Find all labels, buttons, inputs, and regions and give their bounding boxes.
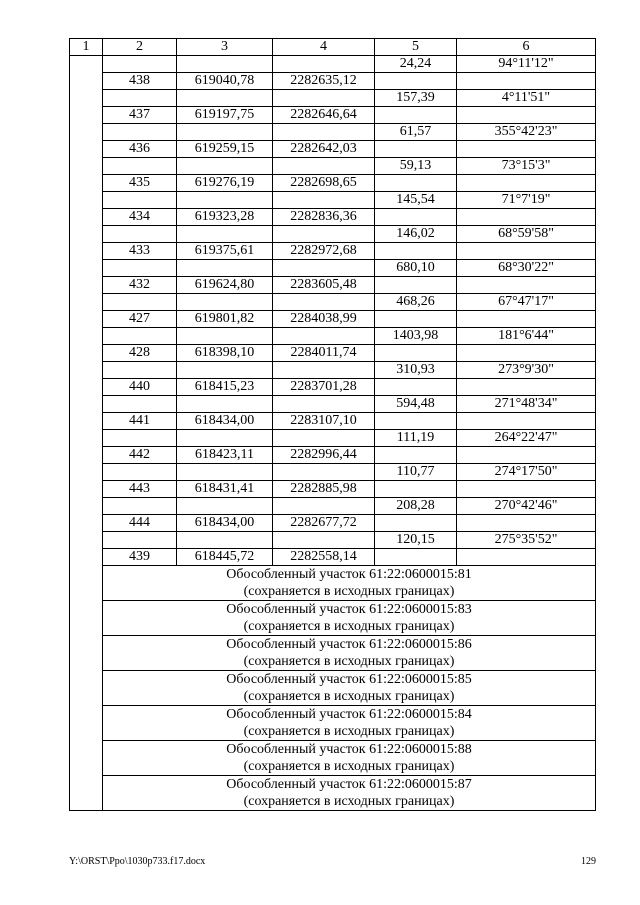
distance-cell [375, 277, 457, 294]
x-coordinate-cell [177, 124, 273, 141]
table-row [70, 549, 596, 566]
angle-cell: 181°6'44" [457, 328, 596, 345]
subsection-note: (сохраняется в исходных границах) [243, 654, 455, 669]
angle-cell: 271°48'34" [457, 396, 596, 413]
point-cell [103, 498, 177, 515]
distance-cell: 680,10 [375, 260, 457, 277]
distance-cell [375, 107, 457, 124]
point-cell [103, 260, 177, 277]
distance-cell [375, 379, 457, 396]
distance-cell: 111,19 [375, 430, 457, 447]
angle-cell: 71°7'19" [457, 192, 596, 209]
x-coordinate-cell [177, 56, 273, 73]
y-coordinate-cell [273, 124, 375, 141]
table-row [70, 532, 596, 549]
distance-cell: 208,28 [375, 498, 457, 515]
column-header-6: 6 [457, 39, 596, 56]
angle-cell [457, 209, 596, 226]
subsection-row [70, 601, 596, 636]
y-coordinate-cell [273, 430, 375, 447]
point-cell: 427 [103, 311, 177, 328]
angle-cell [457, 311, 596, 328]
column-header-4: 4 [273, 39, 375, 56]
y-coordinate-cell: 2282885,98 [273, 481, 375, 498]
table-row [70, 243, 596, 260]
subsection-cell [103, 706, 596, 741]
x-coordinate-cell: 618434,00 [177, 413, 273, 430]
x-coordinate-cell [177, 158, 273, 175]
table-row [70, 294, 596, 311]
table-row [70, 447, 596, 464]
column-header-5: 5 [375, 39, 457, 56]
angle-cell [457, 175, 596, 192]
angle-cell: 275°35'52" [457, 532, 596, 549]
y-coordinate-cell: 2282558,14 [273, 549, 375, 566]
x-coordinate-cell: 618398,10 [177, 345, 273, 362]
angle-cell: 273°9'30" [457, 362, 596, 379]
subsection-row [70, 706, 596, 741]
angle-cell [457, 277, 596, 294]
x-coordinate-cell: 619323,28 [177, 209, 273, 226]
subsection-note: (сохраняется в исходных границах) [243, 794, 455, 809]
distance-cell [375, 311, 457, 328]
footer-page-number: 129 [581, 856, 596, 867]
table-row [70, 328, 596, 345]
subsection-row [70, 566, 596, 601]
table-row [70, 481, 596, 498]
distance-cell [375, 447, 457, 464]
angle-cell: 68°30'22" [457, 260, 596, 277]
angle-cell [457, 243, 596, 260]
point-cell: 439 [103, 549, 177, 566]
x-coordinate-cell: 619197,75 [177, 107, 273, 124]
x-coordinate-cell: 618431,41 [177, 481, 273, 498]
y-coordinate-cell: 2283605,48 [273, 277, 375, 294]
distance-cell [375, 515, 457, 532]
subsection-title: Обособленный участок 61:22:0600015:84 [226, 707, 472, 722]
angle-cell [457, 549, 596, 566]
table-body [70, 39, 596, 811]
table-row [70, 107, 596, 124]
table-row [70, 396, 596, 413]
y-coordinate-cell [273, 226, 375, 243]
table-row [70, 260, 596, 277]
y-coordinate-cell: 2283701,28 [273, 379, 375, 396]
column-header-1: 1 [70, 39, 103, 56]
subsection-row [70, 636, 596, 671]
column-header-2: 2 [103, 39, 177, 56]
x-coordinate-cell [177, 498, 273, 515]
distance-cell: 146,02 [375, 226, 457, 243]
subsection-note: (сохраняется в исходных границах) [243, 759, 455, 774]
x-coordinate-cell: 619040,78 [177, 73, 273, 90]
y-coordinate-cell: 2282642,03 [273, 141, 375, 158]
angle-cell: 67°47'17" [457, 294, 596, 311]
point-cell [103, 430, 177, 447]
subsection-row [70, 671, 596, 706]
subsection-cell [103, 741, 596, 776]
x-coordinate-cell: 618423,11 [177, 447, 273, 464]
point-cell [103, 192, 177, 209]
y-coordinate-cell: 2283107,10 [273, 413, 375, 430]
subsection-title: Обособленный участок 61:22:0600015:88 [226, 742, 472, 757]
y-coordinate-cell: 2282836,36 [273, 209, 375, 226]
table-row [70, 498, 596, 515]
angle-cell [457, 73, 596, 90]
y-coordinate-cell [273, 498, 375, 515]
distance-cell: 1403,98 [375, 328, 457, 345]
y-coordinate-cell [273, 464, 375, 481]
point-cell: 434 [103, 209, 177, 226]
y-coordinate-cell: 2282646,64 [273, 107, 375, 124]
point-cell [103, 532, 177, 549]
distance-cell: 59,13 [375, 158, 457, 175]
column-1-merged-cell [70, 56, 103, 811]
x-coordinate-cell [177, 90, 273, 107]
point-cell [103, 328, 177, 345]
y-coordinate-cell [273, 56, 375, 73]
table-row [70, 430, 596, 447]
point-cell [103, 226, 177, 243]
distance-cell: 145,54 [375, 192, 457, 209]
table-row [70, 56, 596, 73]
x-coordinate-cell [177, 396, 273, 413]
x-coordinate-cell: 618445,72 [177, 549, 273, 566]
x-coordinate-cell [177, 532, 273, 549]
angle-cell: 355°42'23" [457, 124, 596, 141]
x-coordinate-cell: 618415,23 [177, 379, 273, 396]
y-coordinate-cell [273, 90, 375, 107]
distance-cell: 24,24 [375, 56, 457, 73]
point-cell [103, 464, 177, 481]
x-coordinate-cell: 619624,80 [177, 277, 273, 294]
table-row [70, 226, 596, 243]
point-cell [103, 90, 177, 107]
y-coordinate-cell: 2282635,12 [273, 73, 375, 90]
y-coordinate-cell [273, 532, 375, 549]
distance-cell: 468,26 [375, 294, 457, 311]
subsection-note: (сохраняется в исходных границах) [243, 584, 455, 599]
y-coordinate-cell [273, 260, 375, 277]
table-row [70, 158, 596, 175]
point-cell: 444 [103, 515, 177, 532]
x-coordinate-cell: 619259,15 [177, 141, 273, 158]
x-coordinate-cell [177, 362, 273, 379]
subsection-note: (сохраняется в исходных границах) [243, 619, 455, 634]
x-coordinate-cell [177, 430, 273, 447]
y-coordinate-cell [273, 158, 375, 175]
distance-cell: 594,48 [375, 396, 457, 413]
table-row [70, 192, 596, 209]
x-coordinate-cell [177, 328, 273, 345]
point-cell: 440 [103, 379, 177, 396]
subsection-note: (сохраняется в исходных границах) [243, 724, 455, 739]
point-cell: 442 [103, 447, 177, 464]
y-coordinate-cell [273, 192, 375, 209]
x-coordinate-cell [177, 192, 273, 209]
point-cell: 435 [103, 175, 177, 192]
table-row [70, 209, 596, 226]
angle-cell [457, 481, 596, 498]
y-coordinate-cell: 2282677,72 [273, 515, 375, 532]
angle-cell [457, 345, 596, 362]
table-row [70, 277, 596, 294]
distance-cell: 61,57 [375, 124, 457, 141]
subsection-title: Обособленный участок 61:22:0600015:85 [226, 672, 472, 687]
distance-cell [375, 141, 457, 158]
y-coordinate-cell [273, 396, 375, 413]
angle-cell [457, 141, 596, 158]
y-coordinate-cell: 2282972,68 [273, 243, 375, 260]
table-row [70, 379, 596, 396]
table-row [70, 413, 596, 430]
distance-cell: 110,77 [375, 464, 457, 481]
subsection-cell [103, 601, 596, 636]
table-row [70, 90, 596, 107]
angle-cell [457, 515, 596, 532]
subsection-title: Обособленный участок 61:22:0600015:86 [226, 637, 472, 652]
subsection-note: (сохраняется в исходных границах) [243, 689, 455, 704]
distance-cell [375, 345, 457, 362]
table-row [70, 73, 596, 90]
coordinates-table [69, 38, 596, 811]
y-coordinate-cell: 2282996,44 [273, 447, 375, 464]
distance-cell: 310,93 [375, 362, 457, 379]
distance-cell [375, 243, 457, 260]
point-cell: 438 [103, 73, 177, 90]
angle-cell: 274°17'50" [457, 464, 596, 481]
distance-cell: 157,39 [375, 90, 457, 107]
table-row [70, 311, 596, 328]
point-cell: 436 [103, 141, 177, 158]
x-coordinate-cell: 618434,00 [177, 515, 273, 532]
subsection-row [70, 741, 596, 776]
point-cell [103, 294, 177, 311]
angle-cell: 264°22'47" [457, 430, 596, 447]
point-cell: 428 [103, 345, 177, 362]
x-coordinate-cell [177, 260, 273, 277]
angle-cell: 73°15'3" [457, 158, 596, 175]
subsection-row [70, 776, 596, 811]
point-cell [103, 124, 177, 141]
angle-cell [457, 107, 596, 124]
x-coordinate-cell [177, 464, 273, 481]
subsection-cell [103, 671, 596, 706]
table-row [70, 124, 596, 141]
table-row [70, 345, 596, 362]
y-coordinate-cell: 2284011,74 [273, 345, 375, 362]
y-coordinate-cell [273, 328, 375, 345]
point-cell: 443 [103, 481, 177, 498]
distance-cell [375, 481, 457, 498]
point-cell [103, 56, 177, 73]
subsection-title: Обособленный участок 61:22:0600015:81 [226, 567, 472, 582]
distance-cell [375, 73, 457, 90]
point-cell: 441 [103, 413, 177, 430]
table-row [70, 464, 596, 481]
point-cell [103, 362, 177, 379]
angle-cell: 68°59'58" [457, 226, 596, 243]
angle-cell: 270°42'46" [457, 498, 596, 515]
x-coordinate-cell: 619276,19 [177, 175, 273, 192]
table-row [70, 515, 596, 532]
x-coordinate-cell: 619375,61 [177, 243, 273, 260]
point-cell: 432 [103, 277, 177, 294]
point-cell: 437 [103, 107, 177, 124]
angle-cell [457, 447, 596, 464]
table-row [70, 175, 596, 192]
distance-cell [375, 209, 457, 226]
distance-cell [375, 413, 457, 430]
y-coordinate-cell [273, 294, 375, 311]
y-coordinate-cell [273, 362, 375, 379]
column-header-3: 3 [177, 39, 273, 56]
footer-file-path: Y:\ORST\Ppo\1030p733.f17.docx [69, 856, 206, 867]
table-row [70, 141, 596, 158]
point-cell: 433 [103, 243, 177, 260]
angle-cell [457, 379, 596, 396]
subsection-cell [103, 636, 596, 671]
point-cell [103, 158, 177, 175]
point-cell [103, 396, 177, 413]
angle-cell: 94°11'12" [457, 56, 596, 73]
x-coordinate-cell: 619801,82 [177, 311, 273, 328]
y-coordinate-cell: 2282698,65 [273, 175, 375, 192]
distance-cell [375, 549, 457, 566]
x-coordinate-cell [177, 226, 273, 243]
table-row [70, 362, 596, 379]
subsection-cell [103, 566, 596, 601]
distance-cell [375, 175, 457, 192]
header-row [70, 39, 596, 56]
subsection-cell [103, 776, 596, 811]
angle-cell [457, 413, 596, 430]
angle-cell: 4°11'51" [457, 90, 596, 107]
subsection-title: Обособленный участок 61:22:0600015:87 [226, 777, 472, 792]
distance-cell: 120,15 [375, 532, 457, 549]
subsection-title: Обособленный участок 61:22:0600015:83 [226, 602, 472, 617]
x-coordinate-cell [177, 294, 273, 311]
y-coordinate-cell: 2284038,99 [273, 311, 375, 328]
